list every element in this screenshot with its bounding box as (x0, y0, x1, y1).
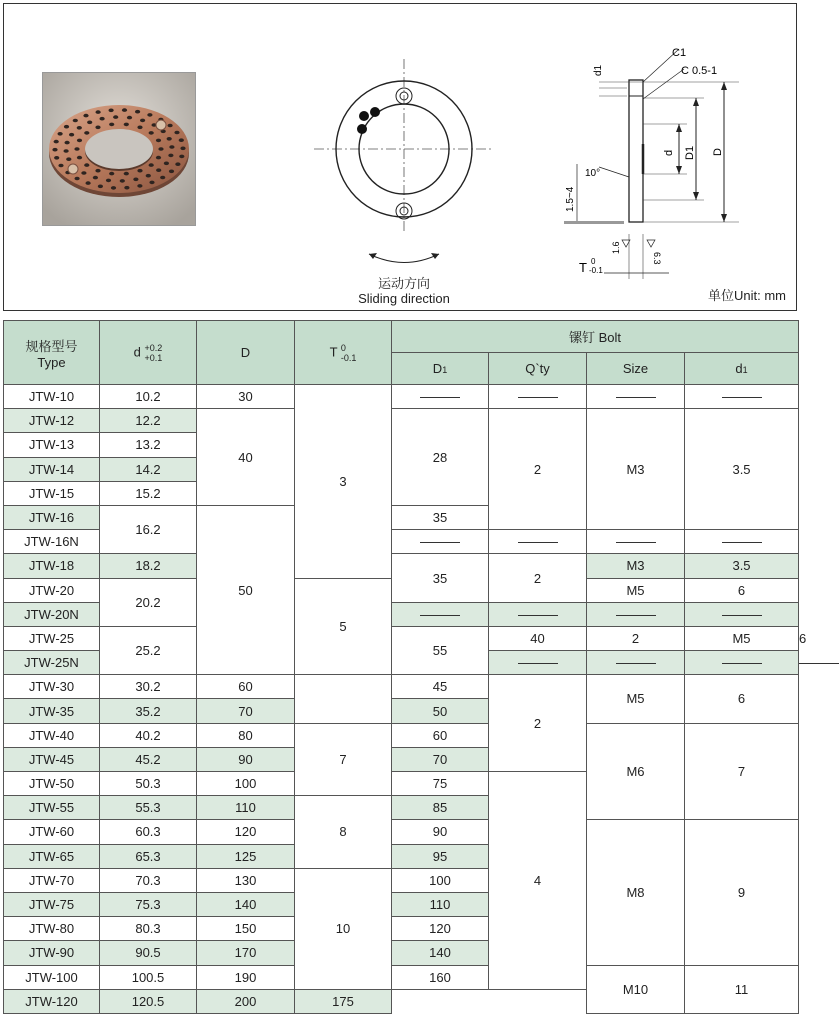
graphite-plug (167, 137, 172, 141)
graphite-plug (124, 172, 129, 176)
table-row (4, 820, 799, 844)
ring-section-view (559, 44, 759, 284)
cell-size: M5 (587, 578, 685, 602)
header-d-tol-down: +0.1 (144, 352, 163, 363)
cell-D1: 75 (392, 772, 489, 796)
cell-D1: 95 (392, 844, 489, 868)
cell-qty: 2 (489, 409, 587, 530)
header-T-tol-down: -0.1 (340, 352, 357, 363)
header-bolt: 镙钉 Bolt (392, 321, 799, 353)
header-T-tol-up: 0 (340, 342, 346, 353)
cell-type: JTW-15 (4, 481, 100, 505)
graphite-plug (137, 184, 142, 188)
table-row (4, 723, 799, 747)
spec-table-body (4, 385, 807, 1014)
cell-D: 30 (197, 385, 295, 409)
dash-mark (518, 542, 558, 543)
header-bolt-D1-sub: 1 (442, 365, 448, 375)
cell-type: JTW-55 (4, 796, 100, 820)
cell-d: 120.5 (100, 989, 197, 1013)
label-c05: C 0.5-1 (681, 65, 718, 77)
graphite-plug (179, 138, 184, 142)
cell-type: JTW-50 (4, 772, 100, 796)
cell-d: 50.3 (100, 772, 197, 796)
cell-T: 7 (295, 723, 392, 796)
header-qty: Q`ty (489, 353, 587, 385)
cell-size: M3 (587, 409, 685, 530)
cell-size: M6 (587, 723, 685, 820)
cell-D1: 35 (392, 505, 489, 529)
graphite-plug (58, 132, 63, 136)
graphite-plug (77, 126, 82, 130)
dash-mark (420, 397, 460, 398)
graphite-plug (137, 126, 142, 130)
cell-d: 45.2 (100, 747, 197, 771)
cell-D: 150 (197, 917, 295, 941)
cell-D: 50 (197, 505, 295, 674)
sliding-direction-caption (334, 276, 474, 306)
graphite-plug (54, 140, 59, 144)
graphite-plug (100, 117, 105, 121)
spec-table (3, 320, 807, 1014)
cell-size-dash (587, 385, 685, 409)
cell-d: 25.2 (100, 626, 197, 674)
cell-D: 120 (197, 820, 295, 844)
label-angle: 10° (585, 168, 601, 179)
cell-D1: 35 (392, 554, 489, 602)
cell-D: 55 (392, 626, 489, 674)
cell-d: 80.3 (100, 917, 197, 941)
cell-type: JTW-25 (4, 626, 100, 650)
cell-T: 5 (295, 578, 392, 675)
table-row (4, 385, 799, 409)
cell-type: JTW-75 (4, 892, 100, 916)
cell-d: 13.2 (100, 433, 197, 457)
graphite-plug (160, 176, 165, 180)
cell-d: 10.2 (100, 385, 197, 409)
graphite-plug (86, 181, 91, 185)
graphite-plug (64, 125, 69, 129)
cell-qty-dash (489, 602, 587, 626)
cell-D1: 90 (392, 820, 489, 844)
label-range: 1.5~4 (565, 186, 576, 212)
header-size: Size (587, 353, 685, 385)
cell-type: JTW-100 (4, 965, 100, 989)
dash-mark (518, 615, 558, 616)
cell-type: JTW-18 (4, 554, 100, 578)
cell-D1: 50 (392, 699, 489, 723)
ring-front-view (309, 59, 499, 289)
header-bolt-d1-sub: 1 (742, 365, 748, 375)
table-row (4, 409, 799, 433)
dash-mark (616, 663, 656, 664)
graphite-plug (179, 155, 184, 159)
table-row: JTW-25 25.2 55 40 2 M5 6 (4, 626, 799, 650)
cell-D1-dash (392, 530, 489, 554)
cell-D1-dash (489, 651, 587, 675)
graphite-plug (146, 174, 151, 178)
cell-type: JTW-35 (4, 699, 100, 723)
cell-size: M3 (587, 554, 685, 578)
graphite-plug (175, 162, 180, 166)
graphite-plug (66, 157, 71, 161)
cell-size: M8 (587, 820, 685, 965)
cell-type: JTW-14 (4, 457, 100, 481)
dash-mark (420, 542, 460, 543)
cell-type: JTW-80 (4, 917, 100, 941)
cell-qty: 2 (489, 554, 587, 602)
graphite-plug (54, 156, 59, 160)
graphite-plug (109, 109, 114, 113)
cell-type: JTW-30 (4, 675, 100, 699)
dash-mark (616, 397, 656, 398)
cell-D1: 120 (392, 917, 489, 941)
header-bolt-D1 (392, 353, 489, 385)
cell-D1: 110 (392, 892, 489, 916)
cell-d: 12.2 (100, 409, 197, 433)
cell-qty-dash (587, 651, 685, 675)
dash-mark (518, 397, 558, 398)
label-rough2: 6.3 (652, 252, 662, 265)
header-T (295, 321, 392, 385)
cell-type: JTW-13 (4, 433, 100, 457)
cell-D: 170 (197, 941, 295, 965)
cell-qty-dash (489, 530, 587, 554)
graphite-plug (174, 131, 179, 135)
label-d1: d1 (593, 64, 604, 76)
graphite-plug (83, 114, 88, 118)
cell-D: 110 (197, 796, 295, 820)
cell-D1-dash (392, 602, 489, 626)
dash-mark (722, 615, 762, 616)
graphite-plug (156, 139, 161, 143)
cell-D: 140 (197, 892, 295, 916)
graphite-plug (140, 119, 145, 123)
graphite-plug (137, 169, 142, 173)
graphite-plug (149, 131, 154, 135)
cell-D1: 40 (489, 626, 587, 650)
cell-size: M10 (587, 965, 685, 1013)
cell-D1-dash (392, 385, 489, 409)
cell-D: 90 (197, 747, 295, 771)
cell-type: JTW-40 (4, 723, 100, 747)
cell-D: 80 (197, 723, 295, 747)
cell-size-dash (587, 602, 685, 626)
graphite-plug (156, 156, 161, 160)
cell-qty: 2 (489, 675, 587, 772)
graphite-plug (95, 169, 100, 173)
graphite-plug (109, 123, 114, 127)
header-d-tol-up: +0.2 (144, 342, 163, 353)
dash-mark (722, 397, 762, 398)
cell-d1: 6 (685, 578, 799, 602)
cell-type: JTW-12 (4, 409, 100, 433)
cell-type: JTW-120 (4, 989, 100, 1013)
cell-d: 65.3 (100, 844, 197, 868)
graphite-plug (124, 186, 129, 190)
dash-mark (518, 663, 558, 664)
graphite-plug (77, 139, 82, 143)
graphite-plug (87, 121, 92, 125)
cell-d1: 3.5 (685, 554, 799, 578)
cell-size: M5 (587, 675, 685, 723)
cell-D: 125 (197, 844, 295, 868)
label-T-tol-down: -0.1 (589, 266, 603, 275)
graphite-plug (96, 110, 101, 114)
graphite-plug (74, 147, 79, 151)
header-d (100, 321, 197, 385)
cell-D: 70 (197, 699, 295, 723)
graphite-plug (180, 147, 185, 151)
cell-type: JTW-60 (4, 820, 100, 844)
graphite-plug (75, 177, 80, 181)
cell-type: JTW-16 (4, 505, 100, 529)
graphite-plug (58, 164, 63, 168)
cell-d1-dash (685, 530, 799, 554)
cell-D1: 70 (392, 747, 489, 771)
cell-type: JTW-20N (4, 602, 100, 626)
unit-note: 单位Unit: mm (707, 288, 786, 303)
cell-D: 100 (197, 772, 295, 796)
cell-d: 40.2 (100, 723, 197, 747)
cell-D1: 45 (392, 675, 489, 699)
label-D: D (712, 148, 724, 156)
cell-d: 30.2 (100, 675, 197, 699)
cell-D1: 85 (392, 796, 489, 820)
label-rough1: 1.6 (611, 241, 621, 254)
cell-type: JTW-65 (4, 844, 100, 868)
cell-D: 40 (197, 409, 295, 506)
graphite-plug (120, 179, 125, 183)
cell-d1: 9 (685, 820, 799, 965)
graphite-plug (109, 172, 114, 176)
header-type-en: Type (37, 354, 66, 370)
diagram-panel (3, 3, 797, 311)
header-bolt-d1 (685, 353, 799, 385)
graphite-plug (135, 110, 140, 114)
cell-D1: 175 (295, 989, 392, 1013)
header-D: D (197, 321, 295, 385)
graphite-plug (169, 170, 174, 174)
graphite-plug (133, 178, 138, 182)
cell-d: 100.5 (100, 965, 197, 989)
graphite-plug (124, 123, 129, 127)
label-d: d (663, 149, 675, 156)
graphite-plug (93, 176, 98, 180)
dash-mark (722, 663, 762, 664)
label-T-tol-up: 0 (591, 257, 596, 266)
table-row (4, 675, 799, 699)
cell-qty: 2 (587, 626, 685, 650)
graphite-plug (111, 186, 116, 190)
graphite-plug (168, 154, 173, 158)
cell-D: 200 (197, 989, 295, 1013)
caption-en: Sliding direction (358, 291, 450, 306)
graphite-plug (122, 108, 127, 112)
graphite-plug (169, 145, 174, 149)
cell-d: 90.5 (100, 941, 197, 965)
graphite-plug (149, 163, 154, 167)
cell-T: 3 (295, 385, 392, 579)
graphite-plug (147, 113, 152, 117)
header-d-label: d (133, 343, 141, 359)
cell-D1: 160 (392, 965, 489, 989)
label-D1: D1 (684, 145, 696, 160)
graphite-plug (84, 131, 89, 135)
dash-mark (722, 542, 762, 543)
cell-T: 10 (295, 868, 392, 989)
cell-d1: 7 (685, 723, 799, 820)
cell-d: 15.2 (100, 481, 197, 505)
dash-mark (799, 663, 839, 664)
cell-d: 75.3 (100, 892, 197, 916)
cell-size-dash (587, 530, 685, 554)
header-type-cn: 规格型号 (25, 338, 78, 354)
graphite-plug (77, 156, 82, 160)
cell-type: JTW-10 (4, 385, 100, 409)
header-bolt-D1-label: D (432, 361, 443, 376)
graphite-plug (113, 115, 118, 119)
cell-d1: 3.5 (685, 409, 799, 530)
cell-d: 14.2 (100, 457, 197, 481)
cell-d1-dash (685, 385, 799, 409)
bearing-photo-image (43, 73, 195, 225)
cell-size-dash (685, 651, 799, 675)
graphite-plug (52, 148, 57, 152)
cell-d: 35.2 (100, 699, 197, 723)
cell-T: 8 (295, 796, 392, 869)
graphite-plug (65, 141, 70, 145)
cell-qty: 4 (489, 772, 587, 990)
cell-type: JTW-16N (4, 530, 100, 554)
header-type (4, 321, 100, 385)
cell-D1: 60 (392, 723, 489, 747)
cell-type: JTW-90 (4, 941, 100, 965)
cell-type: JTW-45 (4, 747, 100, 771)
cell-d1: 11 (685, 965, 799, 1013)
graphite-plug (81, 171, 86, 175)
graphite-plug (158, 147, 163, 151)
cell-d: 16.2 (100, 505, 197, 553)
graphite-plug (98, 185, 103, 189)
cell-d1: 6 (685, 675, 799, 723)
cell-d: 70.3 (100, 868, 197, 892)
cell-d: 60.3 (100, 820, 197, 844)
graphite-plug (73, 119, 78, 123)
caption-cn: 运动方向 (377, 276, 430, 291)
header-bolt-d1-label: d (735, 361, 743, 376)
cell-type: JTW-20 (4, 578, 100, 602)
header-T-label: T (329, 343, 338, 359)
dash-mark (616, 615, 656, 616)
cell-type: JTW-70 (4, 868, 100, 892)
graphite-plug (127, 116, 132, 120)
dash-mark (420, 615, 460, 616)
graphite-plug (149, 181, 154, 185)
table-row (4, 965, 799, 989)
cell-d: 55.3 (100, 796, 197, 820)
cell-type: JTW-25N (4, 651, 100, 675)
graphite-plug (64, 149, 69, 153)
cell-d: 18.2 (100, 554, 197, 578)
graphite-plug (95, 126, 100, 130)
cell-D1: 100 (392, 868, 489, 892)
graphite-plug (156, 168, 161, 172)
cell-d1-dash (685, 602, 799, 626)
cell-D: 190 (197, 965, 295, 989)
cell-qty-dash (489, 385, 587, 409)
cell-D: 130 (197, 868, 295, 892)
cell-D1: 28 (392, 409, 489, 506)
bearing-photo (42, 72, 196, 226)
label-c1: C1 (672, 47, 687, 59)
graphite-plug (84, 163, 89, 167)
label-T: T (579, 260, 587, 275)
cell-d: 20.2 (100, 578, 197, 626)
dash-mark (616, 542, 656, 543)
cell-D: 60 (197, 675, 295, 699)
table-row (4, 554, 799, 578)
graphite-plug (164, 162, 169, 166)
graphite-plug (168, 124, 173, 128)
cell-D1: 140 (392, 941, 489, 965)
graphite-plug (69, 133, 74, 137)
cell-T (295, 675, 392, 723)
cell-size: M5 (685, 626, 799, 650)
graphite-plug (106, 179, 111, 183)
